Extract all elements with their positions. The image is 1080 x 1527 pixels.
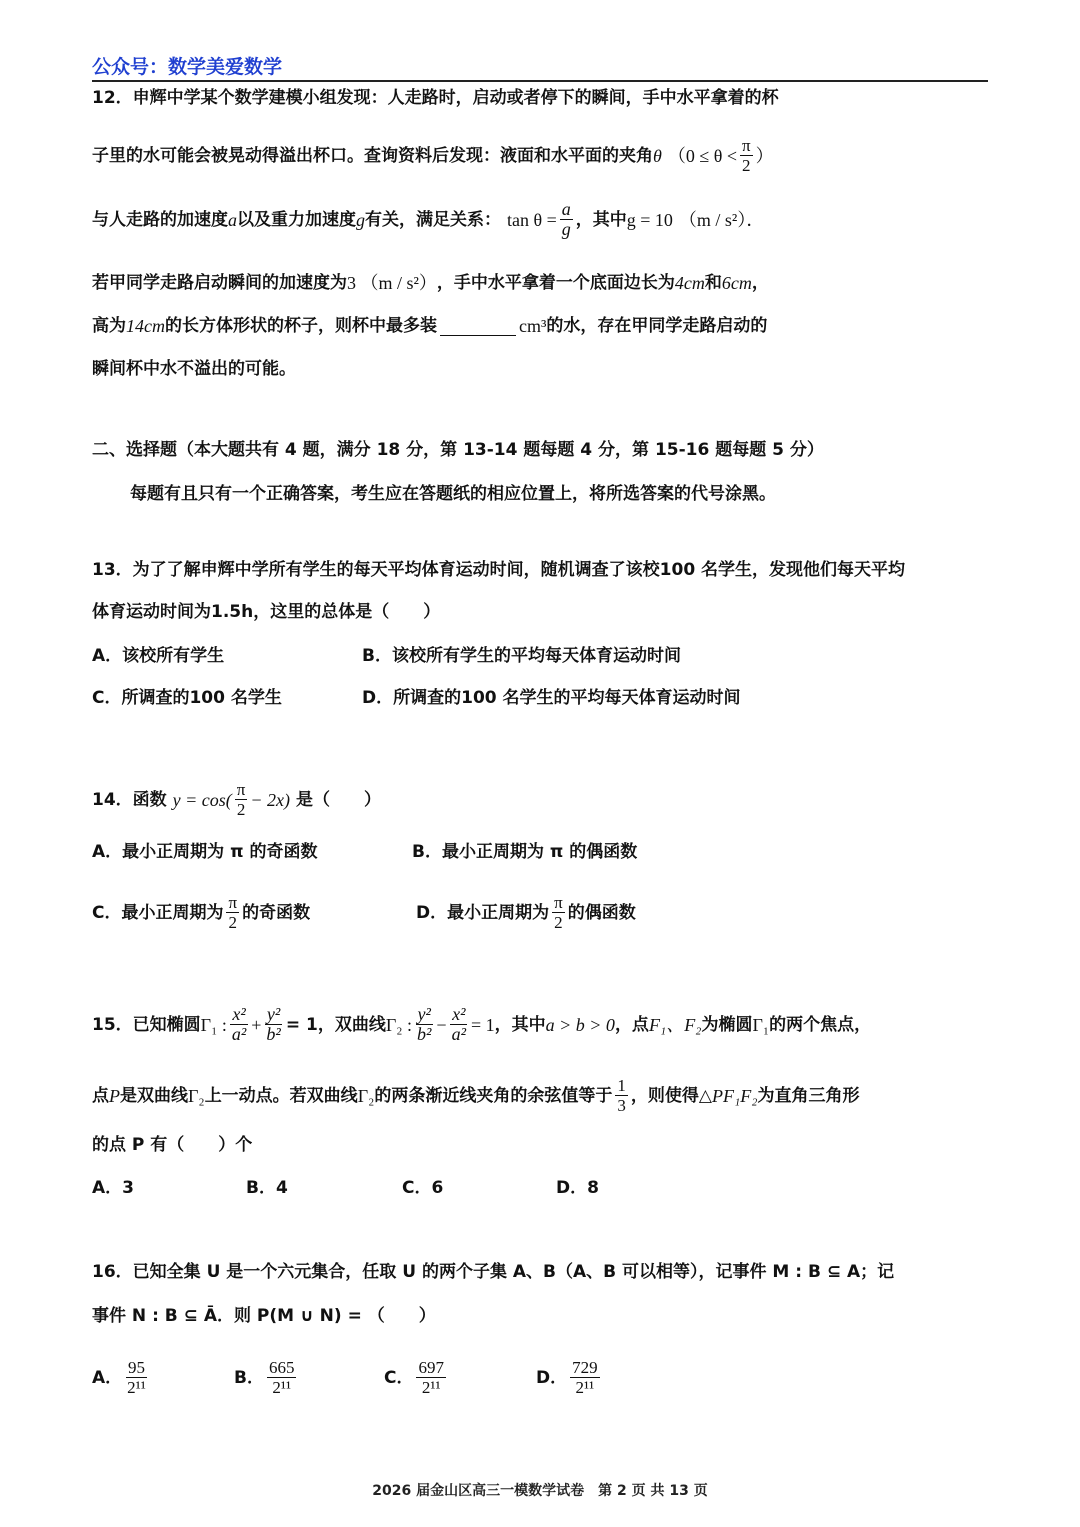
q14-option-a: A．最小正周期为 π 的奇函数	[92, 842, 318, 862]
q15-option-c: C．6	[402, 1178, 444, 1198]
q13-option-d: D．所调查的100 名学生的平均每天体育运动时间	[362, 688, 741, 708]
q16-option-d: D． $\frac{729}{\text{2¹¹}}$	[536, 1358, 598, 1397]
section-2-title: 二、选择题（本大题共有 4 题，满分 18 分，第 13-14 题每题 4 分，第 15-16 题每题 5 分）	[92, 440, 824, 460]
q16-line-1: 16．已知全集 U 是一个六元集合，任取 U 的两个子集 A、B（A、B 可以相等），记事件 M : B ⊆ A；记	[92, 1262, 895, 1282]
q12-line-4: 若甲同学走路启动瞬间的加速度为 3 （m / s²） ，手中水平拿着一个底面边长为 4cm 和 6cm ，	[92, 273, 769, 293]
q16-option-c: C． $\frac{697}{\text{2¹¹}}$	[384, 1358, 444, 1397]
q16-line-2: 事件 N : B ⊆ Ā．则 P(M ∪ N) = （ ）	[92, 1306, 436, 1326]
source-header: 公众号：数学美爱数学	[92, 56, 283, 78]
q14-option-c: C．最小正周期为 $\frac{\pi}{2}$ 的奇函数	[92, 893, 311, 932]
q14-stem: 14．函数 y = cos( $\frac{\pi}{2}$ − 2x) 是（ ）	[92, 780, 382, 819]
q12-line-3: 与人走路的加速度 a 以及重力加速度 g 有关，满足关系： tan θ = $\frac{a}{g}$ ，其中 g = 10 （m / s²）．	[92, 199, 765, 239]
q12-line-5: 高为 14cm 的长方体形状的杯子，则杯中最多装 cm³ 的水，存在甲同学走路启动的	[92, 316, 768, 336]
q15-option-d: D．8	[556, 1178, 599, 1198]
q13-option-a: A．该校所有学生	[92, 646, 225, 666]
q15-line-1: 15．已知椭圆 Γ₁ : $\frac{\text{x²}}{\text{a²}}$ + $\frac{\text{y²}}{\text{b²}}$ = 1，双曲线 Γ₂ : $\frac{\text{y²}}{\text{b²}}$ − $\frac{\text{x²}}{\text{a²}}$ = 1 ，其中 a > b > 0 ，点 F₁、F₂ 为椭圆 Γ₁ 的两个焦点，	[92, 1004, 872, 1044]
q14-option-d: D．最小正周期为 $\frac{\pi}{2}$ 的偶函数	[416, 893, 636, 932]
q15-option-a: A．3	[92, 1178, 134, 1198]
q16-option-b: B． $\frac{665}{\text{2¹¹}}$	[234, 1358, 295, 1397]
q15-line-3: 的点 P 有（ ）个	[92, 1135, 253, 1155]
q16-option-a: A． $\frac{95}{\text{2¹¹}}$	[92, 1358, 146, 1397]
q12-line-2: 子里的水可能会被晃动得溢出杯口。查询资料后发现：液面和水平面的夹角 θ （0 ≤ θ < $\frac{\pi}{2}$ ）	[92, 136, 774, 175]
q13-line-1: 13．为了了解申辉中学所有学生的每天平均体育运动时间，随机调查了该校100 名学生，发现他们每天平均	[92, 560, 906, 580]
page-footer: 2026 届金山区高三一模数学试卷 第 2 页 共 13 页	[372, 1483, 708, 1499]
q13-line-2: 体育运动时间为1.5h，这里的总体是（ ）	[92, 602, 441, 622]
header-rule	[92, 80, 988, 82]
pi-over-2-fraction: $\frac{\pi}{2}$	[742, 136, 751, 175]
answer-blank[interactable]	[440, 317, 516, 336]
q15-line-2: 点 P 是双曲线 Γ₂ 上一动点。若双曲线 Γ₂ 的两条渐近线夹角的余弦值等于 $\frac{1}{3}$ ，则使得△ PF₁F₂ 为直角三角形	[92, 1076, 860, 1115]
q13-option-b: B．该校所有学生的平均每天体育运动时间	[362, 646, 681, 666]
a-over-g-fraction: $\frac{a}{g}$	[561, 199, 571, 239]
q13-option-c: C．所调查的100 名学生	[92, 688, 282, 708]
q15-option-b: B．4	[246, 1178, 288, 1198]
q12-line-6: 瞬间杯中水不溢出的可能。	[92, 359, 296, 379]
q12-line-1: 12．申辉中学某个数学建模小组发现：人走路时，启动或者停下的瞬间，手中水平拿着的杯	[92, 88, 779, 108]
q14-option-b: B．最小正周期为 π 的偶函数	[412, 842, 638, 862]
section-2-instruction: 每题有且只有一个正确答案，考生应在答题纸的相应位置上，将所选答案的代号涂黑。	[130, 484, 776, 504]
